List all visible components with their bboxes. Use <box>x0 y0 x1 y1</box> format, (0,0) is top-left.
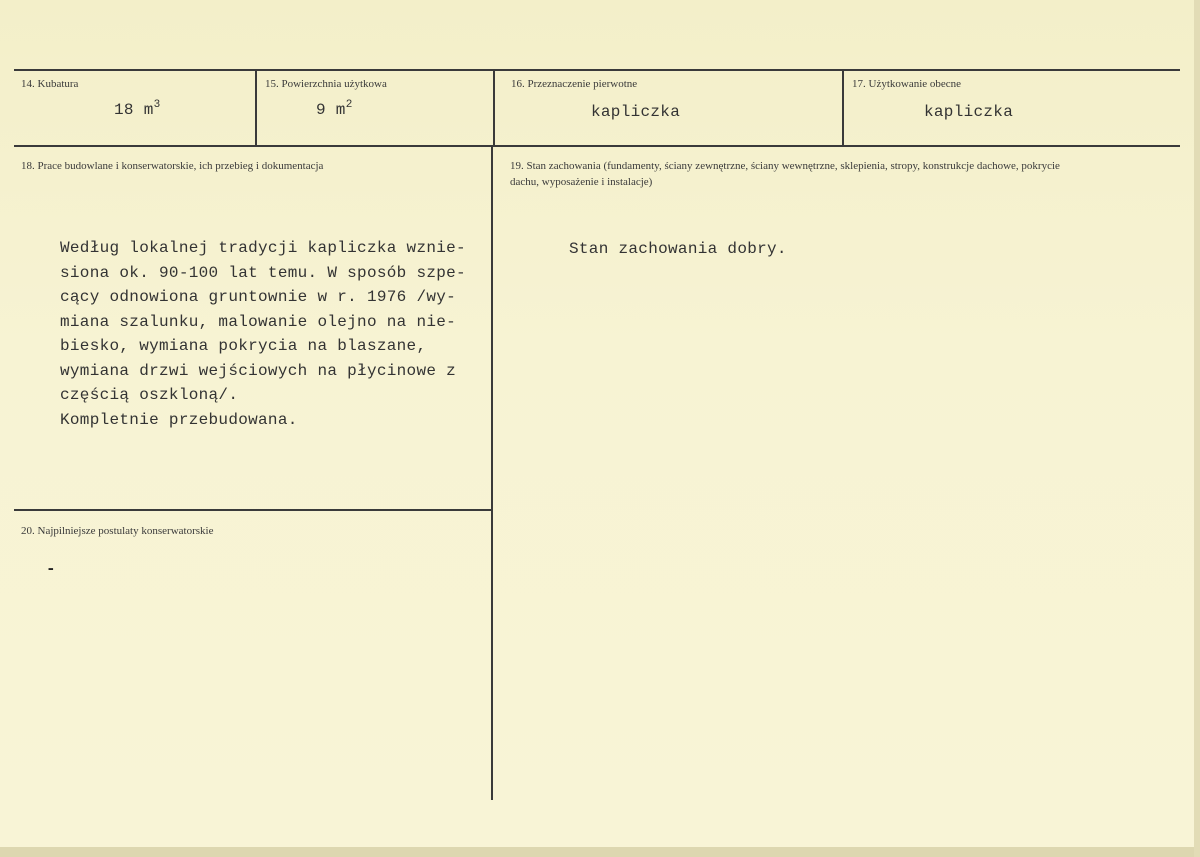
card-bottom-edge <box>0 847 1200 857</box>
uzytkowanie-label: 17. Użytkowanie obecne <box>852 78 962 90</box>
prace-line-1: Według lokalnej tradycji kapliczka wznie- <box>60 239 466 257</box>
section18-bottom-rule <box>14 509 492 511</box>
kubatura-label: 14. Kubatura <box>21 78 79 90</box>
prace-budowlane-text <box>60 236 466 432</box>
powierzchnia-unit-superscript: 2 <box>345 99 353 111</box>
stan-zachowania-label: 19. Stan zachowania (fundamenty, ściany zewnętrzne, ściany wewnętrzne, sklepienia, stropy, konstrukcje dachowe, pokrycie dachu, wyposażenie i instalacje) <box>510 160 1060 188</box>
powierzchnia-number: 9 m <box>316 101 346 119</box>
divider-16-17 <box>842 69 844 146</box>
kubatura-value <box>114 101 161 119</box>
przeznaczenie-label: 16. Przeznaczenie pierwotne <box>511 78 638 90</box>
prace-line-5: biesko, wymiana pokrycia na blaszane, <box>60 337 427 355</box>
prace-budowlane-label: 18. Prace budowlane i konserwatorskie, ich przebieg i dokumentacja <box>21 160 324 172</box>
row1-bottom-rule <box>14 145 1180 147</box>
powierzchnia-label: 15. Powierzchnia użytkowa <box>265 78 387 90</box>
postulaty-label: 20. Najpilniejsze postulaty konserwatorskie <box>21 525 214 537</box>
powierzchnia-value <box>316 101 353 119</box>
top-rule <box>14 69 1180 71</box>
prace-line-7: częścią oszkloną/. <box>60 386 239 404</box>
stan-zachowania-value: Stan zachowania dobry. <box>569 240 787 258</box>
divider-left-right-column <box>491 146 493 800</box>
kubatura-unit-superscript: 3 <box>153 99 161 111</box>
prace-line-8: Kompletnie przebudowana. <box>60 410 298 429</box>
prace-line-2: siona ok. 90-100 lat temu. W sposób szpe- <box>60 263 466 282</box>
prace-line-6: wymiana drzwi wejściowych na płycinowe z <box>60 361 457 380</box>
prace-line-3: cący odnowiona gruntownie w r. 1976 /wy- <box>60 288 457 306</box>
przeznaczenie-value: kapliczka <box>591 103 681 121</box>
divider-14-15 <box>255 69 257 146</box>
kubatura-number: 18 m <box>114 101 154 119</box>
prace-line-4: miana szalunku, malowanie olejno na nie- <box>60 312 457 331</box>
card-right-edge <box>1194 0 1200 857</box>
postulaty-value: - <box>46 560 56 578</box>
uzytkowanie-value: kapliczka <box>924 103 1014 121</box>
divider-15-16 <box>493 69 495 146</box>
